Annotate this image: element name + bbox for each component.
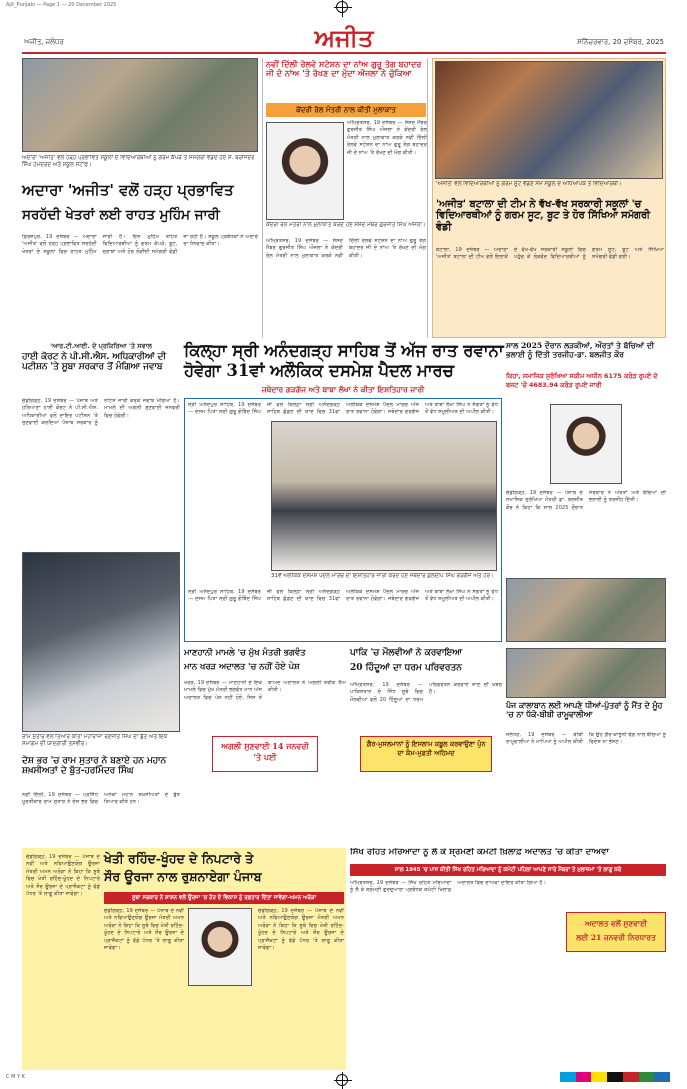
farm-headline-1: ਖੇਤੀ ਰਹਿੰਦ-ਖੂੰਹਦ ਦੇ ਨਿਪਟਾਰੇ ਤੇ [104, 851, 254, 866]
year2025-sub: ਕਿਹਾ, ਸਮਾਜਿਕ ਸੁਰੱਖਿਆ ਸਕੀਮ ਅਧੀਨ 6175 ਕਰੋੜ ਰੁਪਏ ਦੇ ਬਜਟ 'ਚੋਂ 4683.94 ਕਰੋੜ ਰੁਪਏ ਜਾਰੀ [506, 372, 658, 389]
sikh-headline: ਸਿੱਖ ਰਹਿਤ ਮਰਿਆਦਾ ਨੂੰ ਲੈ ਕੇ ਸ਼੍ਰੋਮਣੀ ਕਮੇਟੀ ਖ਼ਿਲਾਫ਼ ਅਦਾਲਤ 'ਚ ਕੀਤਾ ਦਾਅਵਾ [350, 848, 609, 857]
batala-story [432, 58, 666, 338]
farm-body-mid: ਚੰਡੀਗੜ੍ਹ, 19 ਦਸੰਬਰ — ਪੰਜਾਬ ਦੇ ਨਵੀਂ ਅਤੇ ਨਵਿਆਉਣਯੋਗ ਊਰਜਾ ਮੰਤਰੀ ਅਮਨ ਅਰੋੜਾ ਨੇ ਕਿਹਾ ਕਿ ਸੂਬੇ ਵਿਚ ਖੇਤੀ ਰਹਿੰਦ-ਖੂੰਹਦ ਦੇ ਨਿਪਟਾਰੇ ਅਤੇ ਸੌਰ ਊਰਜਾ ਦੇ ਪ੍ਰਾਜੈਕਟਾਂ ਨੂੰ ਵੱਡੇ ਪੱਧਰ 'ਤੇ ਲਾਗੂ ਕੀਤਾ ਜਾਵੇਗਾ। [104, 908, 184, 952]
mann-callout-text: ਅਗਲੀ ਸੁਣਵਾਈ 14 ਜਨਵਰੀ 'ਤੇ ਪਈ [221, 741, 309, 762]
flood-headline-2: ਸਰਹੱਦੀ ਖੇਤਰਾਂ ਲਈ ਰਾਹਤ ਮੁਹਿੰਮ ਜਾਰੀ [22, 207, 220, 223]
delhi-photo [266, 122, 344, 220]
flood-body: ਫ਼ਿਰੋਜ਼ਪੁਰ, 19 ਦਸੰਬਰ — ਅਦਾਰਾ 'ਅਜੀਤ' ਵਲੋਂ ਹੜ੍ਹ ਪ੍ਰਭਾਵਿਤ ਸਰਹੱਦੀ ਖੇਤਰਾਂ ਦੇ ਸਕੂਲਾਂ ਵਿਚ ਰਾਹਤ ਮੁਹਿੰਮ ਜਾਰੀ ਹੈ। ਇਸ ਮੁਹਿੰਮ ਤਹਿਤ ਵਿਦਿਆਰਥੀਆਂ ਨੂੰ ਗਰਮ ਕੱਪੜੇ, ਬੂਟ, ਜੁਰਾਬਾਂ ਅਤੇ ਹੋਰ ਲੋੜੀਂਦੀ ਸਮੱਗਰੀ ਵੰਡੀ ਜਾ ਰਹੀ ਹੈ। ਸਕੂਲ ਪ੍ਰਬੰਧਕਾਂ ਨੇ ਅਦਾਰੇ ਦਾ ਧੰਨਵਾਦ ਕੀਤਾ। [22, 234, 258, 255]
year2025-photo-2 [506, 578, 666, 642]
farm-body-right: ਚੰਡੀਗੜ੍ਹ, 19 ਦਸੰਬਰ — ਪੰਜਾਬ ਦੇ ਨਵੀਂ ਅਤੇ ਨਵਿਆਉਣਯੋਗ ਊਰਜਾ ਮੰਤਰੀ ਅਮਨ ਅਰੋੜਾ ਨੇ ਕਿਹਾ ਕਿ ਸੂਬੇ ਵਿਚ ਖੇਤੀ ਰਹਿੰਦ-ਖੂੰਹਦ ਦੇ ਨਿਪਟਾਰੇ ਅਤੇ ਸੌਰ ਊਰਜਾ ਦੇ ਪ੍ਰਾਜੈਕਟਾਂ ਨੂੰ ਵੱਡੇ ਪੱਧਰ 'ਤੇ ਲਾਗੂ ਕੀਤਾ ਜਾਵੇਗਾ। [258, 908, 344, 952]
pak-headline-1: ਪਾਕਿ 'ਚ ਮੌਲਵੀਆਂ ਨੇ ਕਰਵਾਇਆ [350, 648, 463, 658]
year2025-body: ਚੰਡੀਗੜ੍ਹ, 19 ਦਸੰਬਰ — ਪੰਜਾਬ ਦੇ ਸਮਾਜਿਕ ਸੁਰੱਖਿਆ ਮੰਤਰੀ ਡਾ. ਬਲਜੀਤ ਕੌਰ ਨੇ ਕਿਹਾ ਕਿ ਸਾਲ 2025 ਦੌਰਾਨ ਸਰਕਾਰ ਨੇ ਔਰਤਾਂ ਅਤੇ ਬੱਚਿਆਂ ਦੀ ਭਲਾਈ ਨੂੰ ਤਰਜੀਹ ਦਿੱਤੀ। [506, 490, 666, 511]
lead-body-top: ਸ੍ਰੀ ਅਨੰਦਪੁਰ ਸਾਹਿਬ, 19 ਦਸੰਬਰ — ਦਸਮ ਪਿਤਾ ਸ੍ਰੀ ਗੁਰੂ ਗੋਬਿੰਦ ਸਿੰਘ ਜੀ ਵਲੋਂ ਕਿਲ੍ਹਾ ਸ੍ਰੀ ਅਨੰਦਗੜ੍ਹ ਸਾਹਿਬ ਛੱਡਣ ਦੀ ਯਾਦ ਵਿਚ 31ਵਾਂ ਅਲੌਕਿਕ ਦਸਮੇਸ਼ ਪੈਦਲ ਮਾਰਚ ਅੱਜ ਰਾਤ ਰਵਾਨਾ ਹੋਵੇਗਾ। ਜਥੇਦਾਰ ਗੜਗੱਜ ਅਤੇ ਬਾਬਾ ਲੱਖਾ ਸਿੰਘ ਨੇ ਸੰਗਤਾਂ ਨੂੰ ਵੱਧ ਤੋਂ ਵੱਧ ਸ਼ਮੂਲੀਅਤ ਦੀ ਅਪੀਲ ਕੀਤੀ। [188, 402, 498, 416]
delhi-headline: ਨਵੀਂ ਦਿੱਲੀ ਰੇਲਵੇ ਸਟੇਸ਼ਨ ਦਾ ਨਾਂਅ ਗੁਰੂ ਤੇਗ ਬਹਾਦਰ ਜੀ ਦੇ ਨਾਂਅ 'ਤੇ ਰੱਖਣ ਦਾ ਮੁੱਦਾ ਔਜਲਾ ਨੇ ਚੁੱਕਿਆ [266, 59, 422, 79]
ram-sutar-story [22, 552, 180, 852]
lead-caption: 31ਵੇਂ ਅਲੌਕਿਕ ਦਸਮੇਸ਼ ਪੈਦਲ ਮਾਰਚ ਦਾ ਇਸ਼ਤਿਹਾਰ ਜਾਰੀ ਕਰਦੇ ਹੋਏ ਜਥੇਦਾਰ ਕੁਲਦੀਪ ਸਿੰਘ ਗੜਗੱਜ ਅਤੇ ਹੋਰ। [271, 573, 494, 579]
masthead-place: ਅਜੀਤ, ਜਲੰਧਰ [24, 38, 64, 46]
delhi-caption: ਕੇਂਦਰੀ ਰੇਲ ਮੰਤਰੀ ਨਾਲ ਮੁਲਾਕਾਤ ਕਰਦੇ ਹੋਏ ਸੰਸਦ ਮੈਂਬਰ ਗੁਰਜੀਤ ਸਿੰਘ ਔਜਲਾ। [266, 222, 426, 228]
flood-photo [22, 58, 258, 152]
sikh-callout [566, 912, 666, 952]
year2025-story [506, 342, 666, 642]
sikh-callout-2: ਲਈ 21 ਜਨਵਰੀ ਨਿਰਧਾਰਤ [576, 933, 656, 942]
delhi-body-bottom: ਅੰਮ੍ਰਿਤਸਰ, 19 ਦਸੰਬਰ — ਸੰਸਦ ਮੈਂਬਰ ਗੁਰਜੀਤ ਸਿੰਘ ਔਜਲਾ ਨੇ ਕੇਂਦਰੀ ਰੇਲ ਮੰਤਰੀ ਨਾਲ ਮੁਲਾਕਾਤ ਕਰਕੇ ਨਵੀਂ ਦਿੱਲੀ ਰੇਲਵੇ ਸਟੇਸ਼ਨ ਦਾ ਨਾਂਅ ਗੁਰੂ ਤੇਗ ਬਹਾਦਰ ਜੀ ਦੇ ਨਾਂਅ 'ਤੇ ਰੱਖਣ ਦੀ ਮੰਗ ਕੀਤੀ। [266, 238, 426, 259]
print-slug: Ajit_Punjabi — Page 1 — 20 December 2025 [6, 2, 117, 8]
farm-body-left: ਚੰਡੀਗੜ੍ਹ, 19 ਦਸੰਬਰ — ਪੰਜਾਬ ਦੇ ਨਵੀਂ ਅਤੇ ਨਵਿਆਉਣਯੋਗ ਊਰਜਾ ਮੰਤਰੀ ਅਮਨ ਅਰੋੜਾ ਨੇ ਕਿਹਾ ਕਿ ਸੂਬੇ ਵਿਚ ਖੇਤੀ ਰਹਿੰਦ-ਖੂੰਹਦ ਦੇ ਨਿਪਟਾਰੇ ਅਤੇ ਸੌਰ ਊਰਜਾ ਦੇ ਪ੍ਰਾਜੈਕਟਾਂ ਨੂੰ ਵੱਡੇ ਪੱਧਰ 'ਤੇ ਲਾਗੂ ਕੀਤਾ ਜਾਵੇਗਾ। [26, 854, 100, 898]
ram-sutar-headline: ਦੇਸ਼ ਭਰ 'ਚ ਰਾਮ ਸੁਤਾਰ ਨੇ ਬਣਾਏ ਹਨ ਮਹਾਨ ਸ਼ਖ਼ਸੀਅਤਾਂ ਦੇ ਬੁੱਤ-ਹਰਮਿੰਦਰ ਸਿੰਘ [22, 756, 167, 777]
masthead [22, 24, 666, 54]
ram-sutar-photo [22, 552, 180, 732]
delhi-band: ਕੇਂਦਰੀ ਰੇਲ ਮੰਤਰੀ ਨਾਲ ਕੀਤੀ ਮੁਲਾਕਾਤ [266, 103, 426, 117]
mann-callout [212, 736, 318, 772]
highcourt-story [22, 342, 180, 547]
batala-body: ਬਟਾਲਾ, 19 ਦਸੰਬਰ — ਅਦਾਰਾ 'ਅਜੀਤ' ਬਟਾਲਾ ਦੀ ਟੀਮ ਵਲੋਂ ਇਲਾਕੇ ਦੇ ਵੱਖ-ਵੱਖ ਸਰਕਾਰੀ ਸਕੂਲਾਂ ਵਿਚ ਪਹੁੰਚ ਕੇ ਲੋੜਵੰਦ ਵਿਦਿਆਰਥੀਆਂ ਨੂੰ ਗਰਮ ਸੂਟ, ਬੂਟ ਅਤੇ ਸਿੱਖਿਆ ਸਮੱਗਰੀ ਵੰਡੀ ਗਈ। [436, 247, 664, 261]
mann-headline-1: ਮਾਣਹਾਨੀ ਮਾਮਲੇ 'ਚ ਮੁੱਖ ਮੰਤਰੀ ਭਗਵੰਤ [184, 647, 306, 657]
delhi-railway-story [262, 58, 428, 338]
mann-body: ਖਰੜ, 19 ਦਸੰਬਰ — ਮਾਣਹਾਨੀ ਦੇ ਇਕ ਮਾਮਲੇ ਵਿਚ ਮੁੱਖ ਮੰਤਰੀ ਭਗਵੰਤ ਮਾਨ ਅੱਜ ਅਦਾਲਤ ਵਿਚ ਪੇਸ਼ ਨਹੀਂ ਹੋਏ, ਜਿਸ ਤੋਂ ਬਾਅਦ ਅਦਾਲਤ ਨੇ ਅਗਲੀ ਤਰੀਕ ਤੈਅ ਕੀਤੀ। [184, 680, 346, 701]
flood-relief-story [22, 58, 258, 338]
ramuwalia-story [506, 648, 666, 844]
lead-headline-2: ਹੋਵੇਗਾ 31ਵਾਂ ਅਲੌਕਿਕ ਦਸਮੇਸ਼ ਪੈਦਲ ਮਾਰਚ [184, 361, 454, 380]
ramuwalia-photo [506, 648, 666, 698]
farm-band: ਸੂਬਾ ਸਰਕਾਰ ਨੇ ਸ਼ਾਸ਼ਨ ਵਲੋਂ ਊਰਜਾ 'ਚ ਹੋਰ ਦੇ ਵਿਕਾਸ ਨੂੰ ਰਫ਼ਤਾਰ ਦਿੱਤਾ ਜਾਵੇਗਾ-ਅਮਨ ਅਰੋੜਾ [104, 892, 344, 904]
delhi-body-top: ਅੰਮ੍ਰਿਤਸਰ, 19 ਦਸੰਬਰ — ਸੰਸਦ ਮੈਂਬਰ ਗੁਰਜੀਤ ਸਿੰਘ ਔਜਲਾ ਨੇ ਕੇਂਦਰੀ ਰੇਲ ਮੰਤਰੀ ਨਾਲ ਮੁਲਾਕਾਤ ਕਰਕੇ ਨਵੀਂ ਦਿੱਲੀ ਰੇਲਵੇ ਸਟੇਸ਼ਨ ਦਾ ਨਾਂਅ ਗੁਰੂ ਤੇਗ ਬਹਾਦਰ ਜੀ ਦੇ ਨਾਂਅ 'ਤੇ ਰੱਖਣ ਦੀ ਮੰਗ ਕੀਤੀ। [347, 120, 427, 156]
pakistan-story [350, 648, 502, 844]
cmyk-label: C M Y K [6, 1074, 25, 1080]
sikh-maryada-story [350, 848, 666, 1070]
newspaper-title: ਅਜੀਤ [314, 23, 374, 52]
farm-energy-story [22, 848, 346, 1070]
farm-headline-2: ਸੌਰ ਊਰਜਾ ਨਾਲ ਰੁਸ਼ਨਾਏਗਾ ਪੰਜਾਬ [104, 869, 262, 884]
year2025-photo [550, 404, 622, 484]
ramuwalia-headline: ਪੰਜ ਕਾਲਾਬਾਨ ਲਈ ਆਪਣੇ ਧੀਆਂ-ਪੁੱਤਰਾਂ ਨੂੰ ਮੈਂਤ ਦੇ ਮੂੰਹ 'ਚ ਨਾ ਧੱਕੋ-ਬੀਬੀ ਰਾਮੂਵਾਲੀਆ [506, 701, 663, 719]
pak-headline-2: 20 ਹਿੰਦੂਆਂ ਦਾ ਧਰਮ ਪਰਿਵਰਤਨ [350, 663, 462, 673]
color-calibration-bar [560, 1072, 670, 1082]
batala-caption: 'ਅਜੀਤ' ਵਲੋਂ ਵਿਦਿਆਰਥੀਆਂ ਨੂੰ ਗਰਮ ਸੂਟ ਵੰਡਣ ਸਮੇਂ ਸਕੂਲ ਦੇ ਅਧਿਆਪਕ ਤੇ ਵਿਦਿਆਰਥੀ। [436, 181, 622, 187]
highcourt-headline: ਹਾਈ ਕੋਰਟ ਨੇ ਪੀ.ਸੀ.ਐਸ. ਅਧਿਕਾਰੀਆਂ ਦੀ ਪਟੀਸ਼ਨ 'ਤੇ ਸੂਬਾ ਸਰਕਾਰ ਤੋਂ ਮੰਗਿਆ ਜਵਾਬ [22, 352, 167, 373]
pak-tag-text: ਗ਼ੈਰ-ਮੁਸਲਮਾਨਾਂ ਨੂੰ ਇਸਲਾਮ ਕਬੂਲ ਕਰਵਾਉਣਾ ਪੁੰਨ ਦਾ ਕੰਮ-ਮੁਫ਼ਤੀ ਅਹਿਮਦ [366, 740, 486, 757]
pak-body: ਅੰਮ੍ਰਿਤਸਰ, 19 ਦਸੰਬਰ — ਪਾਕਿਸਤਾਨ ਦੇ ਸਿੰਧ ਸੂਬੇ ਵਿਚ ਮੌਲਵੀਆਂ ਵਲੋਂ 20 ਹਿੰਦੂਆਂ ਦਾ ਧਰਮ ਪਰਿਵਰਤਨ ਕਰਵਾਏ ਜਾਣ ਦੀ ਖ਼ਬਰ ਹੈ। [350, 682, 502, 703]
year2025-headline: ਸਾਲ 2025 ਦੌਰਾਨ ਲੜਕੀਆਂ, ਔਰਤਾਂ ਤੇ ਬੱਚਿਆਂ ਦੀ ਭਲਾਈ ਨੂੰ ਦਿੱਤੀ ਤਰਜੀਹ-ਡਾ. ਬਲਜੀਤ ਕੌਰ [506, 341, 655, 359]
lead-body-bottom: ਸ੍ਰੀ ਅਨੰਦਪੁਰ ਸਾਹਿਬ, 19 ਦਸੰਬਰ — ਦਸਮ ਪਿਤਾ ਸ੍ਰੀ ਗੁਰੂ ਗੋਬਿੰਦ ਸਿੰਘ ਜੀ ਵਲੋਂ ਕਿਲ੍ਹਾ ਸ੍ਰੀ ਅਨੰਦਗੜ੍ਹ ਸਾਹਿਬ ਛੱਡਣ ਦੀ ਯਾਦ ਵਿਚ 31ਵਾਂ ਅਲੌਕਿਕ ਦਸਮੇਸ਼ ਪੈਦਲ ਮਾਰਚ ਅੱਜ ਰਾਤ ਰਵਾਨਾ ਹੋਵੇਗਾ। ਜਥੇਦਾਰ ਗੜਗੱਜ ਅਤੇ ਬਾਬਾ ਲੱਖਾ ਸਿੰਘ ਨੇ ਸੰਗਤਾਂ ਨੂੰ ਵੱਧ ਤੋਂ ਵੱਧ ਸ਼ਮੂਲੀਅਤ ਦੀ ਅਪੀਲ ਕੀਤੀ। [188, 589, 498, 603]
pak-tag [360, 736, 492, 772]
mann-court-story [184, 648, 346, 844]
batala-headline: 'ਅਜੀਤ' ਬਟਾਲਾ ਦੀ ਟੀਮ ਨੇ ਵੱਖ-ਵੱਖ ਸਰਕਾਰੀ ਸਕੂਲਾਂ 'ਚ ਵਿਦਿਆਰਥੀਆਂ ਨੂੰ ਗਰਮ ਸੂਟ, ਬੂਟ ਤੇ ਹੋਰ ਸਿੱਖਿਆ ਸਮੱਗਰੀ ਵੰਡੀ [436, 199, 650, 233]
flood-photo-caption: ਅਦਾਰਾ 'ਅਜੀਤ' ਵਲੋਂ ਹੜ੍ਹ ਪ੍ਰਭਾਵਿਤ ਸਕੂਲਾਂ ਦੇ ਵਿਦਿਆਰਥੀਆਂ ਨੂੰ ਗਰਮ ਕੱਪੜੇ ਤੇ ਸਮੱਗਰੀ ਵੰਡਦੇ ਹੋਏ ਸ. ਬਰਜਿੰਦਰ ਸਿੰਘ ਹਮਦਰਦ ਅਤੇ ਸਕੂਲ ਸਟਾਫ਼। [22, 155, 255, 168]
ram-sutar-body: ਨਵੀਂ ਦਿੱਲੀ, 19 ਦਸੰਬਰ — ਪ੍ਰਸਿੱਧ ਮੂਰਤੀਕਾਰ ਰਾਮ ਸੁਤਾਰ ਨੇ ਦੇਸ਼ ਭਰ ਵਿਚ ਅਨੇਕਾਂ ਮਹਾਨ ਸ਼ਖ਼ਸੀਅਤਾਂ ਦੇ ਬੁੱਤ ਤਿਆਰ ਕੀਤੇ ਹਨ। [22, 792, 180, 806]
lead-photo [271, 421, 497, 571]
lead-story [184, 342, 502, 642]
ramuwalia-body: ਜਲੰਧਰ, 19 ਦਸੰਬਰ — ਬੀਬੀ ਰਾਮੂਵਾਲੀਆ ਨੇ ਮਾਪਿਆਂ ਨੂੰ ਅਪੀਲ ਕੀਤੀ ਕਿ ਉਹ ਗ਼ੈਰ-ਕਾਨੂੰਨੀ ਢੰਗ ਨਾਲ ਬੱਚਿਆਂ ਨੂੰ ਵਿਦੇਸ਼ ਨਾ ਭੇਜਣ। [506, 732, 666, 746]
lead-headline-1: ਕਿਲ੍ਹਾ ਸ੍ਰੀ ਅਨੰਦਗੜ੍ਹ ਸਾਹਿਬ ਤੋਂ ਅੱਜ ਰਾਤ ਰਵਾਨਾ [184, 341, 504, 360]
lead-band: ਜਥੇਦਾਰ ਗੜਗੱਜ ਅਤੇ ਬਾਬਾ ਲੱਖਾ ਨੇ ਕੀਤਾ ਇਸ਼ਤਿਹਾਰ ਜਾਰੀ [184, 384, 502, 396]
batala-photo [435, 61, 663, 179]
sikh-body: ਅੰਮ੍ਰਿਤਸਰ, 19 ਦਸੰਬਰ — ਸਿੱਖ ਰਹਿਤ ਮਰਿਆਦਾ ਨੂੰ ਲੈ ਕੇ ਸ਼੍ਰੋਮਣੀ ਗੁਰਦੁਆਰਾ ਪ੍ਰਬੰਧਕ ਕਮੇਟੀ ਖ਼ਿਲਾਫ਼ ਅਦਾਲਤ ਵਿਚ ਦਾਅਵਾ ਦਾਇਰ ਕੀਤਾ ਗਿਆ ਹੈ। [350, 880, 547, 894]
lead-frame [184, 398, 502, 642]
sikh-band: ਸਾਲ 1945 'ਚ ਪਾਸ ਕੀਤੀ ਸਿੱਖ ਰਹਿਤ ਮਰਿਆਦਾ ਨੂੰ ਕਮੇਟੀ ਪਹਿਲਾਂ ਆਪਣੇ ਸਾਰੇ ਮੈਂਬਰਾਂ ਤੇ ਮੁਲਾਜ਼ਮਾਂ 'ਤੇ ਲਾਗੂ ਕਰੇ [350, 864, 666, 876]
highcourt-kicker: 'ਆਰ.ਟੀ.ਆਈ. ਦੇ ਪ੍ਰਕਿਰਿਆ 'ਤੇ ਸਵਾਲ [50, 342, 152, 350]
ram-sutar-caption: ਰਾਮ ਸੁਤਾਰ ਵਲੋਂ ਤਿਆਰ ਕੀਤਾ ਮਹਾਰਾਜਾ ਰਣਜੀਤ ਸਿੰਘ ਦਾ ਬੁੱਤ ਅਤੇ ਇਕ ਸਮਾਗਮ ਦੀ ਯਾਦਗਾਰੀ ਤਸਵੀਰ। [22, 734, 168, 747]
farm-photo [188, 908, 252, 986]
masthead-date: ਸ਼ਨਿੱਚਰਵਾਰ, 20 ਦਸੰਬਰ, 2025 [577, 38, 664, 46]
registration-mark-icon [336, 1, 348, 13]
highcourt-body: ਚੰਡੀਗੜ੍ਹ, 19 ਦਸੰਬਰ — ਪੰਜਾਬ ਅਤੇ ਹਰਿਆਣਾ ਹਾਈ ਕੋਰਟ ਨੇ ਪੀ.ਸੀ.ਐਸ. ਅਧਿਕਾਰੀਆਂ ਵਲੋਂ ਦਾਇਰ ਪਟੀਸ਼ਨ 'ਤੇ ਸੁਣਵਾਈ ਕਰਦਿਆਂ ਪੰਜਾਬ ਸਰਕਾਰ ਨੂੰ ਨੋਟਿਸ ਜਾਰੀ ਕਰਕੇ ਜਵਾਬ ਮੰਗਿਆ ਹੈ। ਮਾਮਲੇ ਦੀ ਅਗਲੀ ਸੁਣਵਾਈ ਜਨਵਰੀ ਵਿਚ ਹੋਵੇਗੀ। [22, 398, 180, 427]
sikh-callout-1: ਅਦਾਲਤ ਵਲੋਂ ਸੁਣਵਾਈ [584, 919, 648, 928]
registration-mark-bottom-icon [336, 1074, 348, 1086]
mann-headline-2: ਮਾਨ ਖਰੜ ਅਦਾਲਤ 'ਚ ਨਹੀਂ ਹੋਏ ਪੇਸ਼ [184, 661, 300, 671]
flood-headline-1: ਅਦਾਰਾ 'ਅਜੀਤ' ਵਲੋਂ ਹੜ੍ਹ ਪ੍ਰਭਾਵਿਤ [22, 181, 234, 199]
